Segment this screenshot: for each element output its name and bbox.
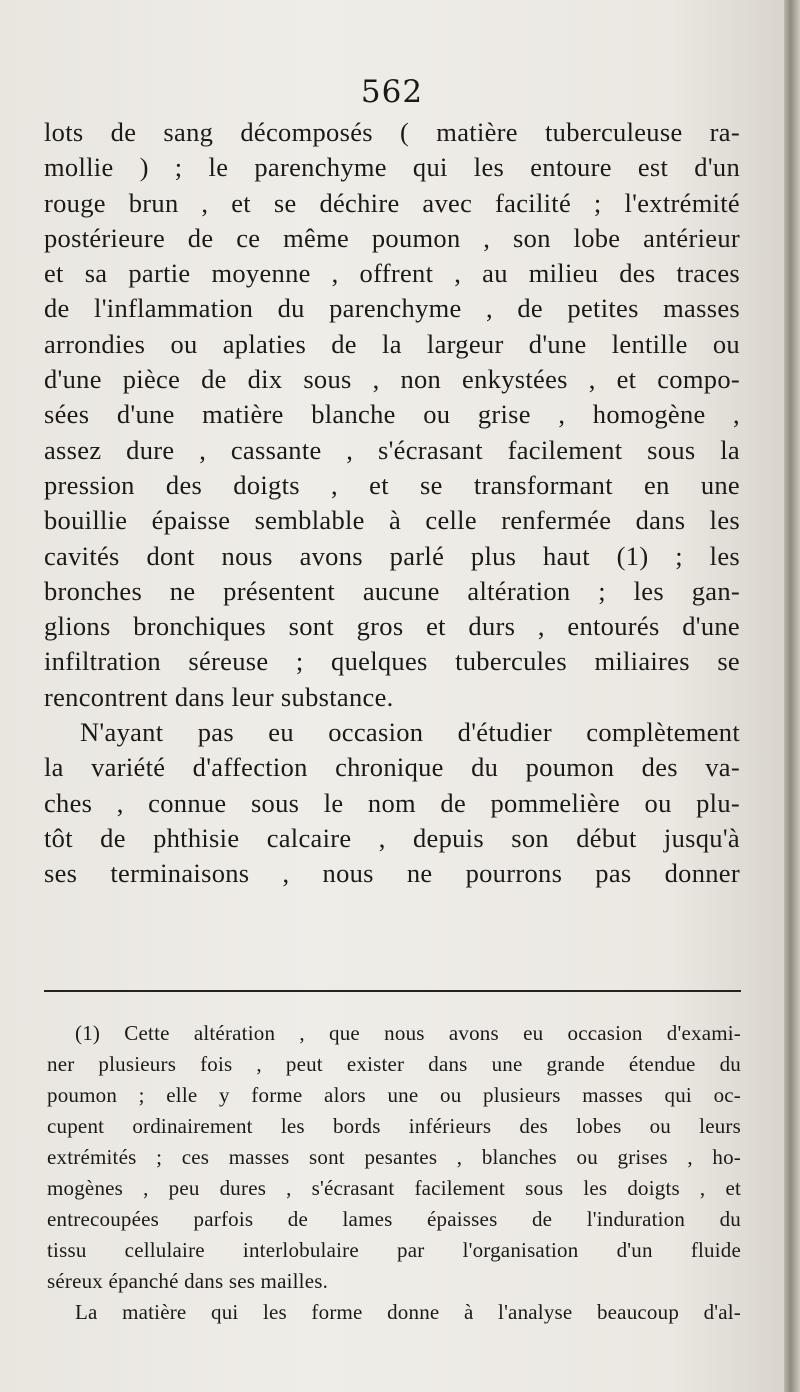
- footnote-line: séreux épanché dans ses mailles.: [47, 1269, 329, 1293]
- body-line: ches , connue sous le nom de pommelière ou plu-: [44, 787, 740, 818]
- body-line: sées d'une matière blanche ou grise , homogène ,: [44, 399, 740, 430]
- body-line: arrondies ou aplaties de la largeur d'une lentille ou: [44, 328, 740, 359]
- body-line: tôt de phthisie calcaire , depuis son début jusqu'à: [44, 822, 740, 853]
- body-line: pression des doigts , et se transformant en une: [44, 469, 740, 500]
- footnote-line: cupent ordinairement les bords inférieurs des lobes ou leurs: [47, 1114, 741, 1138]
- body-line: postérieure de ce même poumon , son lobe antérieur: [44, 222, 740, 253]
- body-line: assez dure , cassante , s'écrasant facilement sous la: [44, 434, 740, 465]
- footnote-line: extrémités ; ces masses sont pesantes , blanches ou grises , ho-: [47, 1145, 741, 1169]
- page-edge: [784, 0, 800, 1392]
- body-line: ses terminaisons , nous ne pourrons pas donner: [44, 858, 740, 889]
- body-line: la variété d'affection chronique du poumon des va-: [44, 752, 740, 783]
- footnote-line: (1) Cette altération , que nous avons eu occasion d'exami-: [75, 1021, 741, 1045]
- footnote-rule: [44, 990, 741, 992]
- body-line: mollie ) ; le parenchyme qui les entoure est d'un: [44, 152, 740, 183]
- body-line: bronches ne présentent aucune altération ; les gan-: [44, 575, 740, 606]
- body-line: glions bronchiques sont gros et durs , entourés d'une: [44, 611, 740, 642]
- body-line: rencontrent dans leur substance.: [44, 681, 394, 712]
- body-line: cavités dont nous avons parlé plus haut (1) ; les: [44, 540, 740, 571]
- body-line: de l'inflammation du parenchyme , de petites masses: [44, 293, 740, 324]
- body-line: d'une pièce de dix sous , non enkystées , et compo-: [44, 364, 740, 395]
- body-line: N'ayant pas eu occasion d'étudier complètement: [80, 717, 740, 748]
- footnote-line: poumon ; elle y forme alors une ou plusieurs masses qui oc-: [47, 1083, 741, 1107]
- footnote-line: entrecoupées parfois de lames épaisses de l'induration du: [47, 1207, 741, 1231]
- footnote-line: ner plusieurs fois , peut exister dans une grande étendue du: [47, 1052, 741, 1076]
- body-line: infiltration séreuse ; quelques tubercules miliaires se: [44, 646, 740, 677]
- footnote-line: mogènes , peu dures , s'écrasant facilement sous les doigts , et: [47, 1176, 741, 1200]
- body-line: et sa partie moyenne , offrent , au milieu des traces: [44, 258, 740, 289]
- body-line: bouillie épaisse semblable à celle renfermée dans les: [44, 505, 740, 536]
- body-line: lots de sang décomposés ( matière tuberculeuse ra-: [44, 117, 740, 147]
- footnote-line: La matière qui les forme donne à l'analyse beaucoup d'al-: [75, 1300, 741, 1324]
- page-number: 562: [360, 74, 424, 110]
- footnote-line: tissu cellulaire interlobulaire par l'organisation d'un fluide: [47, 1238, 741, 1262]
- body-line: rouge brun , et se déchire avec facilité ; l'extrémité: [44, 187, 740, 218]
- footnote: [47, 1018, 741, 1328]
- body-text: [44, 115, 740, 892]
